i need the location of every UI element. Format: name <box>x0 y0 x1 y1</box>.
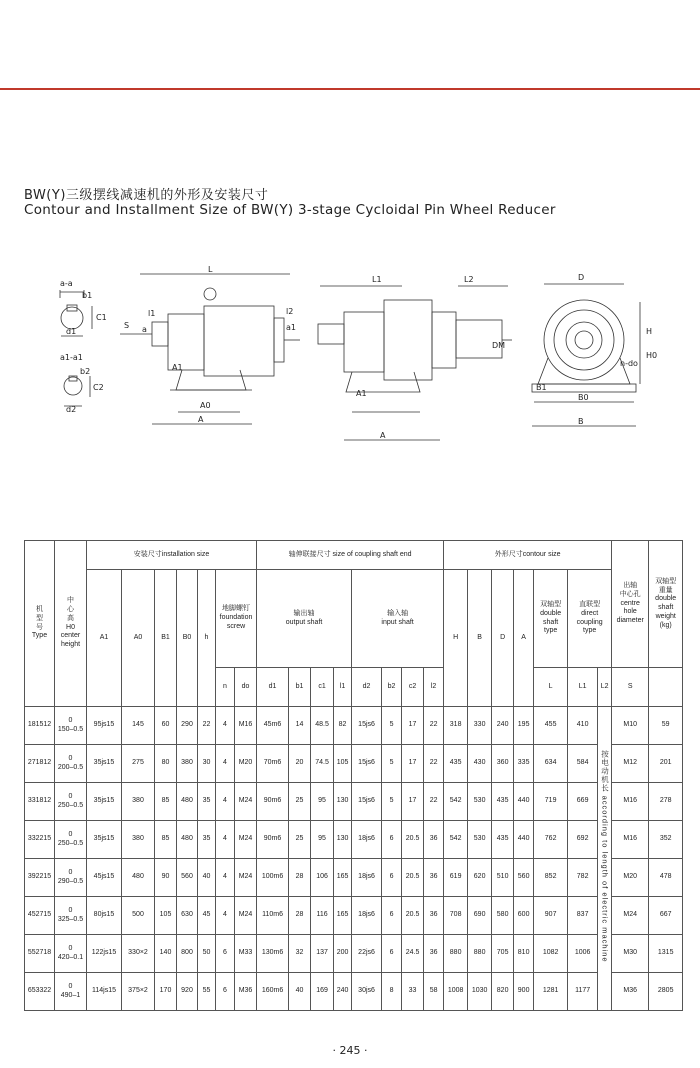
cell-d: 435 <box>492 821 514 859</box>
cell-b1: 90 <box>155 859 177 897</box>
l2-note-cell <box>598 707 612 1011</box>
cell-c1: 48.5 <box>311 707 334 745</box>
label-c1: C1 <box>96 313 107 322</box>
cell-l2: 36 <box>424 821 444 859</box>
label-H0: H0 <box>646 351 658 360</box>
cell-h0: 0 490–1 <box>55 973 87 1011</box>
col-D: D <box>492 570 514 707</box>
cell-h0: 0 250–0.5 <box>55 783 87 821</box>
cell-a1: 80js15 <box>87 897 122 935</box>
cell-b0: 800 <box>177 935 198 973</box>
label-a1: a1 <box>286 323 296 332</box>
cell-n: 4 <box>216 745 235 783</box>
label-aa: a-a <box>60 279 73 288</box>
cell-l: 1281 <box>534 973 568 1011</box>
cell-d2: 18js6 <box>352 859 382 897</box>
cell-w: 667 <box>649 897 683 935</box>
cell-h: 35 <box>198 783 216 821</box>
cell-c2: 17 <box>402 707 424 745</box>
cell-h: 1008 <box>444 973 468 1011</box>
cell-b2: 6 <box>382 935 402 973</box>
cell-b0: 380 <box>177 745 198 783</box>
cell-b0: 920 <box>177 973 198 1011</box>
coupling-shaft-header: 轴伸联接尺寸 size of coupling shaft end <box>257 541 444 570</box>
cell-a0: 145 <box>122 707 155 745</box>
cell-b1: 170 <box>155 973 177 1011</box>
cell-d: 820 <box>492 973 514 1011</box>
cell-d: 580 <box>492 897 514 935</box>
cell-a1: 95js15 <box>87 707 122 745</box>
cell-b1: 28 <box>289 897 311 935</box>
cell-a0: 480 <box>122 859 155 897</box>
cell-d1: 45m6 <box>257 707 289 745</box>
cell-b1: 32 <box>289 935 311 973</box>
output-shaft-header: 输出轴 output shaft <box>257 570 352 668</box>
cell-d: 360 <box>492 745 514 783</box>
cell-l1: 782 <box>568 859 598 897</box>
cell-c1: 74.5 <box>311 745 334 783</box>
label-L: L <box>208 265 213 274</box>
col-L1: L1 <box>568 668 598 707</box>
cell-a: 335 <box>514 745 534 783</box>
label-c2: C2 <box>93 383 104 392</box>
title-chinese: BW(Y)三级摆线减速机的外形及安装尺寸 <box>24 188 269 203</box>
cell-b2: 8 <box>382 973 402 1011</box>
table-row <box>25 973 683 1011</box>
label-A1-2: A1 <box>356 389 367 398</box>
double-shaft-header: 双轴型 double shaft type <box>534 570 568 668</box>
col-L2: L2 <box>598 668 612 707</box>
dimension-table <box>24 540 683 1011</box>
col-L: L <box>534 668 568 707</box>
cell-b1: 85 <box>155 821 177 859</box>
cell-l: 634 <box>534 745 568 783</box>
cell-b: 620 <box>468 859 492 897</box>
cell-c1: 95 <box>311 821 334 859</box>
col-weight-unit <box>649 668 683 707</box>
col-do: do <box>235 668 257 707</box>
label-b2: b2 <box>80 367 91 376</box>
cell-a0: 330×2 <box>122 935 155 973</box>
cell-d2: 22js6 <box>352 935 382 973</box>
cell-h0: 0 250–0.5 <box>55 821 87 859</box>
cell-s: M24 <box>612 897 649 935</box>
input-shaft-header: 输入轴 input shaft <box>352 570 444 668</box>
cell-a1: 35js15 <box>87 783 122 821</box>
cell-n: 4 <box>216 821 235 859</box>
cell-type: 271812 <box>25 745 55 783</box>
cell-h: 22 <box>198 707 216 745</box>
cell-a1: 35js15 <box>87 821 122 859</box>
label-L2: L2 <box>464 275 474 284</box>
cell-b1: 14 <box>289 707 311 745</box>
cell-c2: 20.5 <box>402 897 424 935</box>
cell-b2: 5 <box>382 745 402 783</box>
cell-d2: 30js6 <box>352 973 382 1011</box>
cell-b2: 5 <box>382 783 402 821</box>
cell-a0: 380 <box>122 821 155 859</box>
cell-d: 510 <box>492 859 514 897</box>
cell-type: 181512 <box>25 707 55 745</box>
cell-h: 318 <box>444 707 468 745</box>
cell-do: M16 <box>235 707 257 745</box>
label-B0: B0 <box>578 393 589 402</box>
weight-header: 双轴型 重量 double shaft weight (kg) <box>649 541 683 668</box>
cell-d1: 70m6 <box>257 745 289 783</box>
cell-w: 59 <box>649 707 683 745</box>
cell-d: 705 <box>492 935 514 973</box>
cell-w: 478 <box>649 859 683 897</box>
label-a: a <box>142 325 147 334</box>
cell-l1: 130 <box>334 821 352 859</box>
cell-b1: 25 <box>289 821 311 859</box>
cell-d1: 90m6 <box>257 783 289 821</box>
type-header: 机 型 号 Type <box>25 541 55 707</box>
cell-a0: 375×2 <box>122 973 155 1011</box>
cell-h0: 0 325–0.5 <box>55 897 87 935</box>
label-A-2: A <box>380 431 386 440</box>
cell-h: 435 <box>444 745 468 783</box>
cell-b1: 85 <box>155 783 177 821</box>
cell-b: 690 <box>468 897 492 935</box>
label-DM: DM <box>492 341 506 350</box>
cell-type: 653322 <box>25 973 55 1011</box>
cell-n: 4 <box>216 707 235 745</box>
cell-b1: 25 <box>289 783 311 821</box>
col-n: n <box>216 668 235 707</box>
cell-h: 50 <box>198 935 216 973</box>
cell-w: 1315 <box>649 935 683 973</box>
cell-d2: 18js6 <box>352 821 382 859</box>
cell-h0: 0 200–0.5 <box>55 745 87 783</box>
label-A0: A0 <box>200 401 211 410</box>
label-a1a1: a1-a1 <box>60 353 83 362</box>
cell-d2: 18js6 <box>352 897 382 935</box>
cell-do: M20 <box>235 745 257 783</box>
cell-h0: 0 290–0.5 <box>55 859 87 897</box>
cell-do: M36 <box>235 973 257 1011</box>
cell-l1: 692 <box>568 821 598 859</box>
cell-l: 762 <box>534 821 568 859</box>
cell-b1: 40 <box>289 973 311 1011</box>
cell-do: M33 <box>235 935 257 973</box>
table-row <box>25 859 683 897</box>
label-A1: A1 <box>172 363 183 372</box>
cell-d1: 110m6 <box>257 897 289 935</box>
cell-c1: 116 <box>311 897 334 935</box>
cell-d1: 100m6 <box>257 859 289 897</box>
label-l2: l2 <box>286 307 294 316</box>
cell-l1: 105 <box>334 745 352 783</box>
cell-c2: 17 <box>402 745 424 783</box>
cell-s: M16 <box>612 821 649 859</box>
cell-type: 552718 <box>25 935 55 973</box>
cell-s: M30 <box>612 935 649 973</box>
h0-header: 中 心 高 H0 center height <box>55 541 87 707</box>
label-A: A <box>198 415 204 424</box>
cell-c1: 137 <box>311 935 334 973</box>
cell-type: 452715 <box>25 897 55 935</box>
cell-l1: 837 <box>568 897 598 935</box>
cell-w: 201 <box>649 745 683 783</box>
cell-a0: 500 <box>122 897 155 935</box>
cell-n: 4 <box>216 783 235 821</box>
cell-l1: 130 <box>334 783 352 821</box>
cell-b1: 28 <box>289 859 311 897</box>
cell-do: M24 <box>235 859 257 897</box>
col-B1: B1 <box>155 570 177 707</box>
label-B1: B1 <box>536 383 547 392</box>
cell-b: 430 <box>468 745 492 783</box>
col-B0: B0 <box>177 570 198 707</box>
cell-c1: 95 <box>311 783 334 821</box>
direct-coupling-header: 直联型 direct coupling type <box>568 570 612 668</box>
cell-d2: 15js6 <box>352 745 382 783</box>
cell-d2: 15js6 <box>352 707 382 745</box>
cell-w: 2805 <box>649 973 683 1011</box>
col-d1: d1 <box>257 668 289 707</box>
cell-b1: 105 <box>155 897 177 935</box>
col-d2: d2 <box>352 668 382 707</box>
label-L1: L1 <box>372 275 382 284</box>
cell-b0: 630 <box>177 897 198 935</box>
page-number: · 245 · <box>332 1044 368 1057</box>
label-b1: b1 <box>82 291 93 300</box>
cell-a: 440 <box>514 821 534 859</box>
cell-b2: 6 <box>382 897 402 935</box>
label-l1: l1 <box>148 309 156 318</box>
cell-s: M10 <box>612 707 649 745</box>
table-body <box>25 707 683 1011</box>
cell-c2: 33 <box>402 973 424 1011</box>
cell-l1: 165 <box>334 897 352 935</box>
cell-do: M24 <box>235 783 257 821</box>
cell-b1: 20 <box>289 745 311 783</box>
cell-l1: 669 <box>568 783 598 821</box>
title-english: Contour and Installment Size of BW(Y) 3-stage Cycloidal Pin Wheel Reducer <box>24 202 556 218</box>
contour-size-header: 外形尺寸contour size <box>444 541 612 570</box>
cell-n: 6 <box>216 935 235 973</box>
installation-size-header: 安装尺寸installation size <box>87 541 257 570</box>
cell-h: 55 <box>198 973 216 1011</box>
col-b1: b1 <box>289 668 311 707</box>
cell-l1: 1177 <box>568 973 598 1011</box>
cell-b0: 480 <box>177 783 198 821</box>
reducer-drawing <box>0 262 700 452</box>
cell-c2: 17 <box>402 783 424 821</box>
cell-l2: 22 <box>424 783 444 821</box>
cell-c1: 106 <box>311 859 334 897</box>
label-d2: d2 <box>66 405 77 414</box>
cell-a1: 122js15 <box>87 935 122 973</box>
cell-h: 30 <box>198 745 216 783</box>
cell-l1: 82 <box>334 707 352 745</box>
outlet-hole-header: 出轴 中心孔 centre hole diameter <box>612 541 649 668</box>
cell-b1: 80 <box>155 745 177 783</box>
cell-b0: 480 <box>177 821 198 859</box>
table-row <box>25 745 683 783</box>
label-B: B <box>578 417 584 426</box>
cell-d1: 90m6 <box>257 821 289 859</box>
cell-n: 4 <box>216 897 235 935</box>
cell-h0: 0 150–0.5 <box>55 707 87 745</box>
l2-note: 按电动机长 according to length of electric machine <box>600 750 610 963</box>
cell-l: 1082 <box>534 935 568 973</box>
foundation-screw-header: 地脚螺钉 foundation screw <box>216 570 257 668</box>
cell-l: 907 <box>534 897 568 935</box>
cell-type: 392215 <box>25 859 55 897</box>
cell-d1: 160m6 <box>257 973 289 1011</box>
cell-type: 332215 <box>25 821 55 859</box>
cell-b: 880 <box>468 935 492 973</box>
col-b2: b2 <box>382 668 402 707</box>
col-l2: l2 <box>424 668 444 707</box>
cell-s: M36 <box>612 973 649 1011</box>
cell-a: 600 <box>514 897 534 935</box>
table-row <box>25 707 683 745</box>
cell-b2: 6 <box>382 859 402 897</box>
table-row <box>25 935 683 973</box>
col-A: A <box>514 570 534 707</box>
cell-l1: 200 <box>334 935 352 973</box>
cell-do: M24 <box>235 821 257 859</box>
cell-a0: 275 <box>122 745 155 783</box>
cell-b1: 60 <box>155 707 177 745</box>
cell-a1: 35js15 <box>87 745 122 783</box>
col-A0: A0 <box>122 570 155 707</box>
col-h: h <box>198 570 216 707</box>
label-d1: d1 <box>66 327 77 336</box>
cell-l: 852 <box>534 859 568 897</box>
cell-a: 810 <box>514 935 534 973</box>
cell-h: 880 <box>444 935 468 973</box>
col-c2: c2 <box>402 668 424 707</box>
cell-h: 542 <box>444 821 468 859</box>
col-A1: A1 <box>87 570 122 707</box>
cell-h: 45 <box>198 897 216 935</box>
table-row <box>25 821 683 859</box>
cell-c2: 20.5 <box>402 821 424 859</box>
cell-c2: 20.5 <box>402 859 424 897</box>
cell-l2: 22 <box>424 707 444 745</box>
cell-c2: 24.5 <box>402 935 424 973</box>
cell-l1: 165 <box>334 859 352 897</box>
col-B: B <box>468 570 492 707</box>
cell-d: 240 <box>492 707 514 745</box>
cell-d1: 130m6 <box>257 935 289 973</box>
cell-h: 35 <box>198 821 216 859</box>
cell-type: 331812 <box>25 783 55 821</box>
cell-do: M24 <box>235 897 257 935</box>
table-row <box>25 783 683 821</box>
col-H: H <box>444 570 468 707</box>
col-S: S <box>612 668 649 707</box>
cell-b1: 140 <box>155 935 177 973</box>
label-S: S <box>124 321 130 330</box>
cell-w: 352 <box>649 821 683 859</box>
cell-b0: 560 <box>177 859 198 897</box>
cell-l1: 1006 <box>568 935 598 973</box>
cell-a1: 114js15 <box>87 973 122 1011</box>
cell-n: 6 <box>216 973 235 1011</box>
cell-l2: 36 <box>424 859 444 897</box>
cell-l1: 410 <box>568 707 598 745</box>
col-l1: l1 <box>334 668 352 707</box>
cell-b: 530 <box>468 783 492 821</box>
cell-d: 435 <box>492 783 514 821</box>
cell-d2: 15js6 <box>352 783 382 821</box>
cell-s: M20 <box>612 859 649 897</box>
cell-c1: 169 <box>311 973 334 1011</box>
cell-s: M16 <box>612 783 649 821</box>
cell-h: 40 <box>198 859 216 897</box>
cell-b: 530 <box>468 821 492 859</box>
cell-b2: 5 <box>382 707 402 745</box>
cell-a: 900 <box>514 973 534 1011</box>
cell-h0: 0 420–0.1 <box>55 935 87 973</box>
cell-n: 4 <box>216 859 235 897</box>
cell-a: 560 <box>514 859 534 897</box>
cell-b0: 290 <box>177 707 198 745</box>
cell-w: 278 <box>649 783 683 821</box>
cell-l2: 36 <box>424 897 444 935</box>
cell-a0: 380 <box>122 783 155 821</box>
cell-b: 330 <box>468 707 492 745</box>
table-row <box>25 897 683 935</box>
cell-s: M12 <box>612 745 649 783</box>
cell-a1: 45js15 <box>87 859 122 897</box>
cell-a: 440 <box>514 783 534 821</box>
cell-b: 1030 <box>468 973 492 1011</box>
top-rule <box>0 88 700 90</box>
label-ndo: n-do <box>620 359 638 368</box>
cell-l2: 58 <box>424 973 444 1011</box>
cell-a: 195 <box>514 707 534 745</box>
cell-l: 719 <box>534 783 568 821</box>
cell-l1: 240 <box>334 973 352 1011</box>
cell-h: 619 <box>444 859 468 897</box>
cell-l1: 584 <box>568 745 598 783</box>
label-H: H <box>646 327 653 336</box>
cell-h: 542 <box>444 783 468 821</box>
cell-l2: 22 <box>424 745 444 783</box>
label-D: D <box>578 273 585 282</box>
col-c1: c1 <box>311 668 334 707</box>
cell-l2: 36 <box>424 935 444 973</box>
cell-l: 455 <box>534 707 568 745</box>
cell-b2: 6 <box>382 821 402 859</box>
cell-h: 708 <box>444 897 468 935</box>
